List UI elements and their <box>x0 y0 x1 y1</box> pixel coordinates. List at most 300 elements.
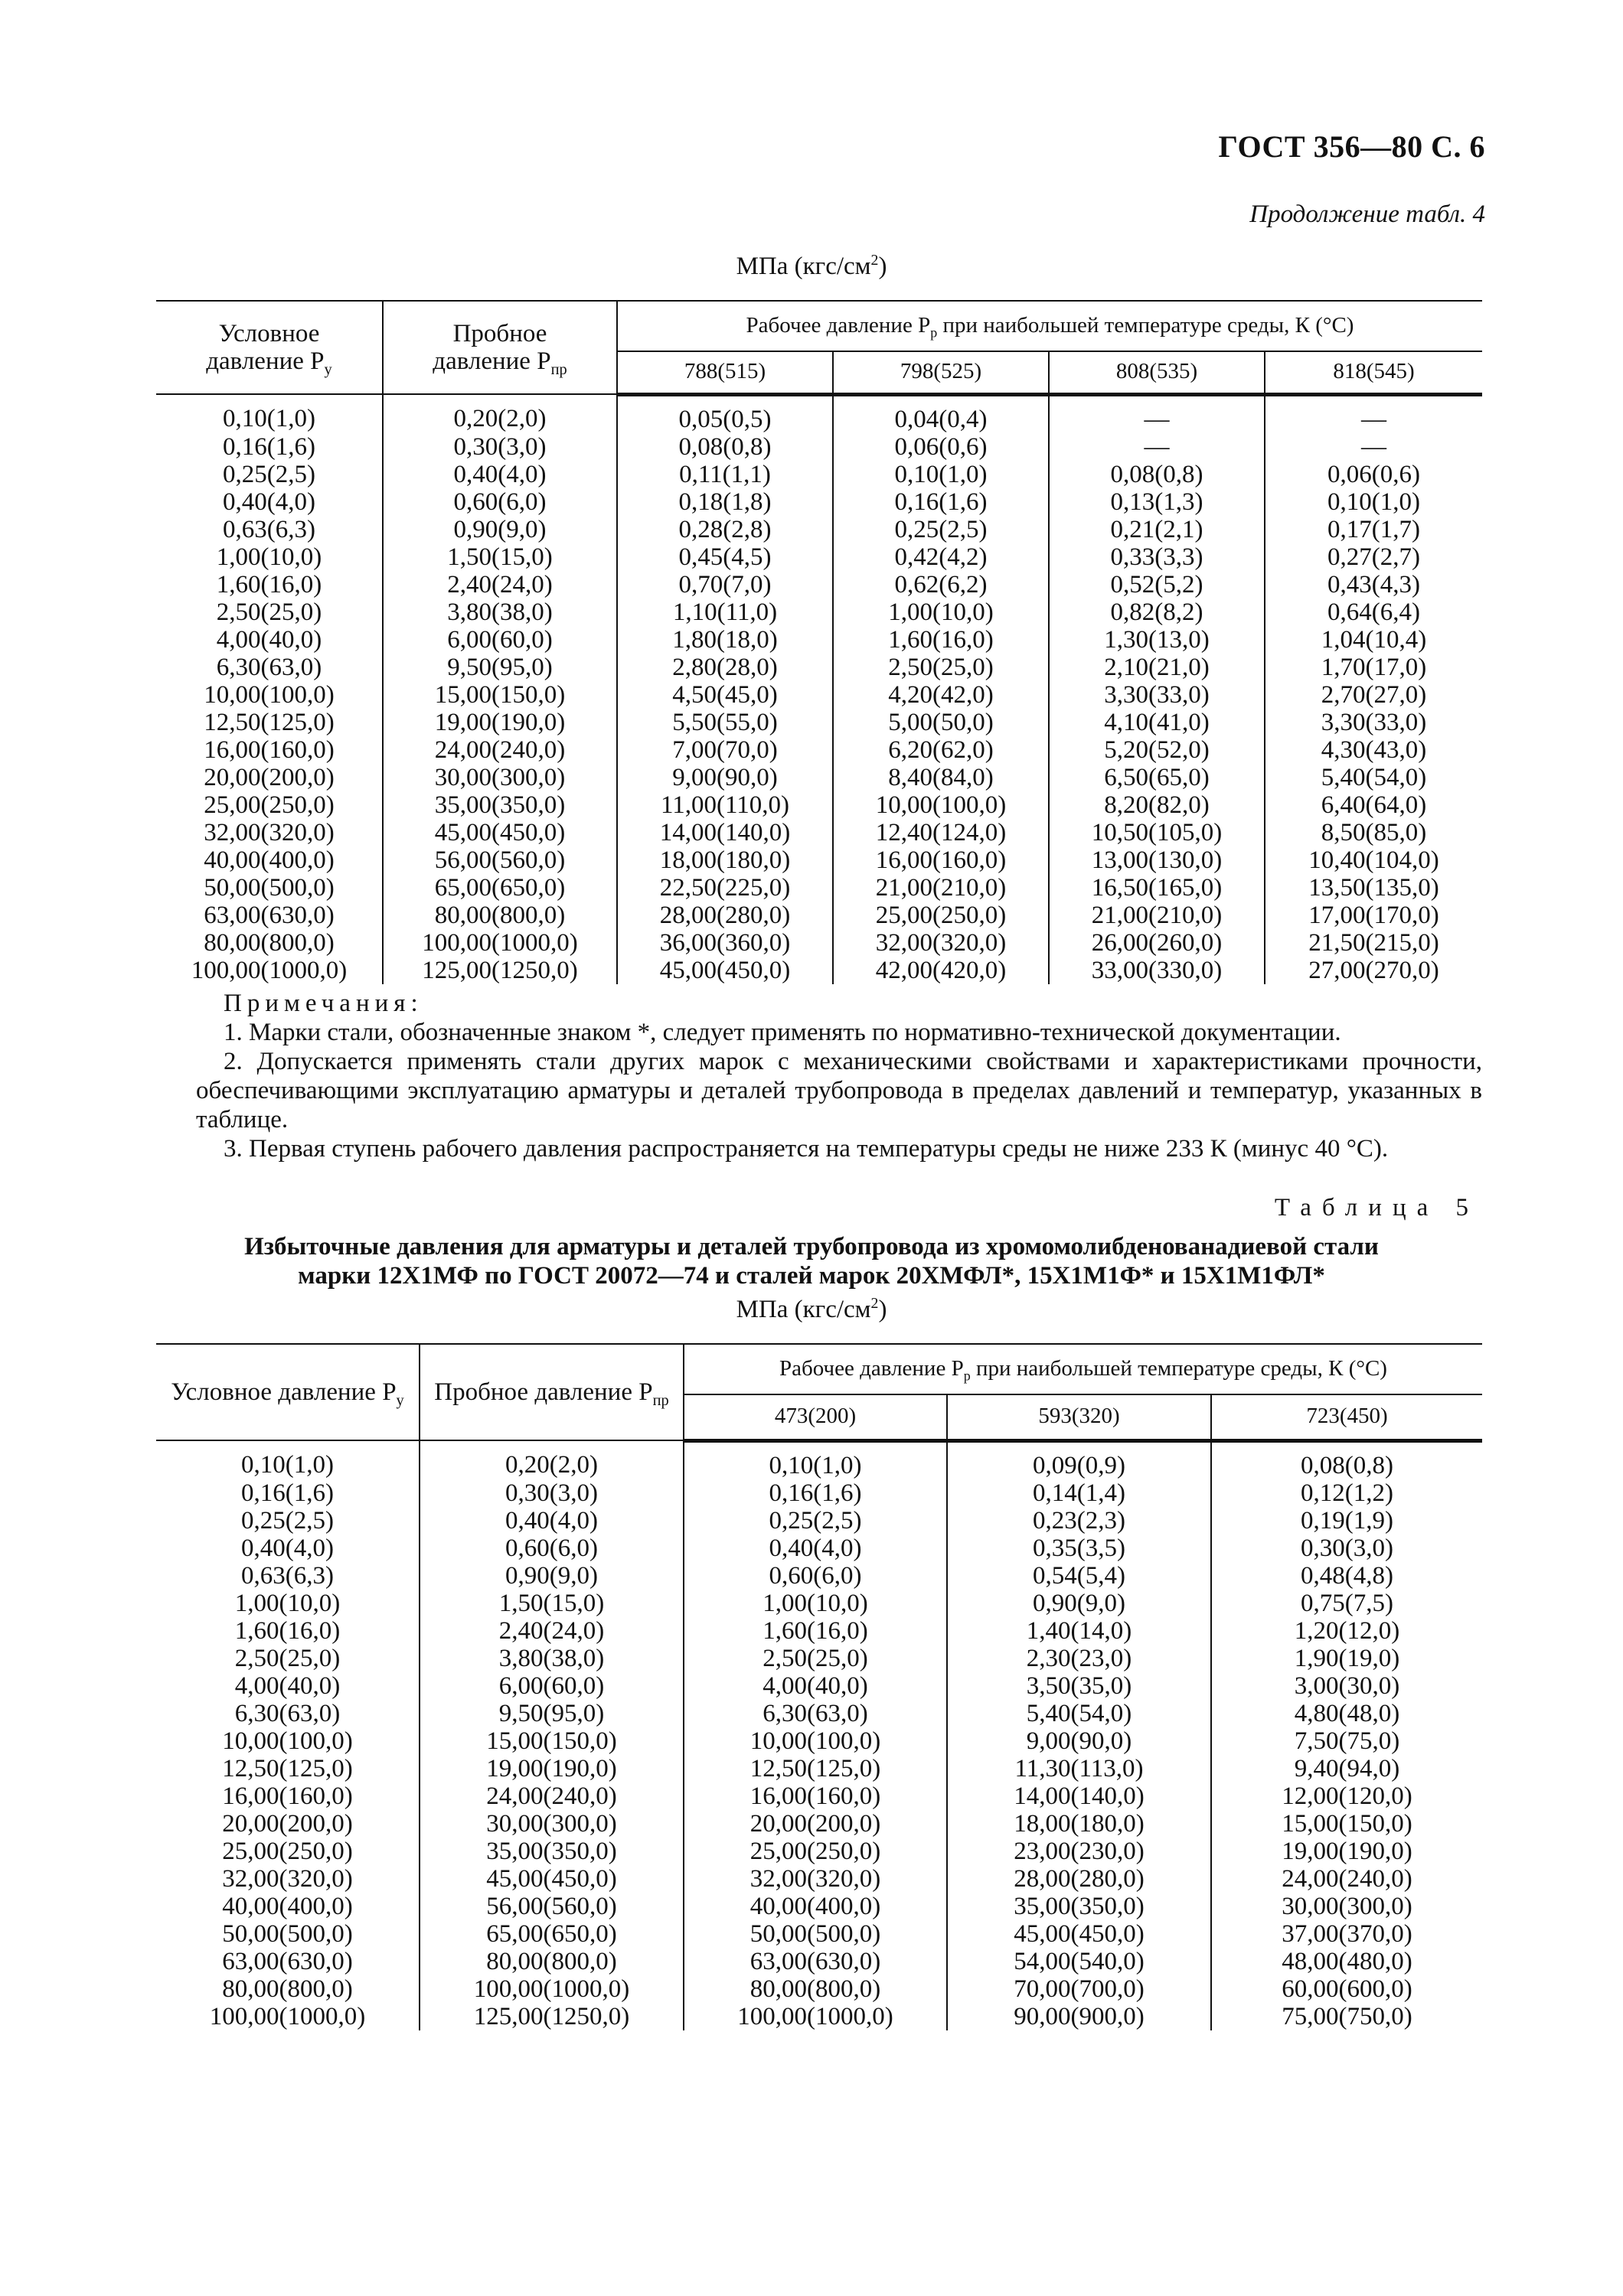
table-cell: 8,40(84,0) <box>833 764 1049 791</box>
table-cell: 0,35(3,5) <box>947 1534 1211 1562</box>
table-cell: 0,10(1,0) <box>833 461 1049 488</box>
table-cell: 1,20(12,0) <box>1211 1617 1482 1645</box>
table-cell: 19,00(190,0) <box>420 1755 684 1782</box>
table-cell: 6,20(62,0) <box>833 736 1049 764</box>
table-cell: 1,60(16,0) <box>234 1616 341 1645</box>
table-cell: 0,19(1,9) <box>1211 1507 1482 1534</box>
table-row <box>156 1440 1482 1479</box>
table-cell: 3,80(38,0) <box>383 598 617 626</box>
table-cell: 12,40(124,0) <box>833 819 1049 846</box>
table-cell: 100,00(1000,0) <box>209 2002 366 2030</box>
table-cell: 2,40(24,0) <box>383 571 617 598</box>
table-cell: 36,00(360,0) <box>617 929 833 957</box>
table-cell: 0,52(5,2) <box>1049 571 1265 598</box>
table-row <box>156 1893 1482 1920</box>
table-row <box>156 681 1482 709</box>
units-text: МПа (кгс/см <box>736 1296 871 1323</box>
table-cell: 3,80(38,0) <box>420 1645 684 1672</box>
table-cell: 4,20(42,0) <box>833 681 1049 709</box>
table-cell: 40,00(400,0) <box>684 1893 947 1920</box>
table-cell: 0,40(4,0) <box>241 1534 334 1562</box>
table-cell: 0,40(4,0) <box>223 488 315 516</box>
table-cell: 2,10(21,0) <box>1049 654 1265 681</box>
table-cell: — <box>1049 394 1265 433</box>
table-row <box>156 598 1482 626</box>
table-cell: 4,50(45,0) <box>617 681 833 709</box>
table-cell: 12,50(125,0) <box>222 1754 353 1782</box>
table-cell: 90,00(900,0) <box>947 2003 1211 2030</box>
table-cell: 0,16(1,6) <box>241 1479 334 1507</box>
table-cell: 10,00(100,0) <box>833 791 1049 819</box>
table-row <box>156 1755 1482 1782</box>
table-cell: 32,00(320,0) <box>204 818 335 846</box>
table-cell: 2,40(24,0) <box>420 1617 684 1645</box>
units-close: ) <box>878 1296 887 1323</box>
table-cell: 11,30(113,0) <box>947 1755 1211 1782</box>
table-row <box>156 1920 1482 1948</box>
table-cell: 18,00(180,0) <box>617 846 833 874</box>
table4-temp-header: 788(515) <box>617 351 833 394</box>
col1-line1: Условное <box>218 319 320 347</box>
notes <box>196 989 1482 1163</box>
table-cell: 27,00(270,0) <box>1265 957 1482 984</box>
table-cell: 6,30(63,0) <box>216 653 322 681</box>
table-row <box>156 929 1482 957</box>
table-cell: 0,43(4,3) <box>1265 571 1482 598</box>
table-cell: 10,00(100,0) <box>684 1727 947 1755</box>
table-cell: 0,18(1,8) <box>617 488 833 516</box>
note-item: 3. Первая ступень рабочего давления распространяется на температуры среды не ниже 233 К (минус 40 °С). <box>224 1135 1389 1163</box>
table-cell: 80,00(800,0) <box>684 1975 947 2003</box>
table-cell: 70,00(700,0) <box>947 1975 1211 2003</box>
table-cell: 24,00(240,0) <box>420 1782 684 1810</box>
table-cell: 0,25(2,5) <box>223 460 315 488</box>
table-cell: 25,00(250,0) <box>222 1837 353 1865</box>
table-cell: 0,62(6,2) <box>833 571 1049 598</box>
table-cell: 4,10(41,0) <box>1049 709 1265 736</box>
table5-units <box>0 1296 1623 1324</box>
table-cell: 1,70(17,0) <box>1265 654 1482 681</box>
units-close: ) <box>878 253 887 280</box>
table-cell: 3,00(30,0) <box>1211 1672 1482 1700</box>
table-cell: 13,00(130,0) <box>1049 846 1265 874</box>
table-row <box>156 1838 1482 1865</box>
table-row <box>156 902 1482 929</box>
table-cell: 0,25(2,5) <box>241 1506 334 1534</box>
table-cell: 1,00(10,0) <box>216 543 322 571</box>
table-cell: 63,00(630,0) <box>204 901 335 929</box>
table-5 <box>156 1343 1482 2030</box>
table5-working-pressure-header: Рабочее давление $P_р$ при наибольшей температуре среды, К (°С) <box>684 1344 1482 1394</box>
table-row <box>156 1534 1482 1562</box>
page-header: ГОСТ 356—80 С. 6 <box>1218 129 1485 164</box>
table-row <box>156 1948 1482 1975</box>
col1-line2: давление $P_у$ <box>206 347 332 379</box>
table-cell: 100,00(1000,0) <box>684 2003 947 2030</box>
table-cell: 65,00(650,0) <box>420 1920 684 1948</box>
table-cell: 2,80(28,0) <box>617 654 833 681</box>
table-cell: 50,00(500,0) <box>204 873 335 902</box>
table-cell: 5,50(55,0) <box>617 709 833 736</box>
table-cell: 19,00(190,0) <box>1211 1838 1482 1865</box>
table-cell: 0,40(4,0) <box>684 1534 947 1562</box>
table-cell: 20,00(200,0) <box>222 1809 353 1838</box>
table-cell: 17,00(170,0) <box>1265 902 1482 929</box>
table-row <box>156 1672 1482 1700</box>
table-cell: 0,28(2,8) <box>617 516 833 543</box>
table-cell: 56,00(560,0) <box>420 1893 684 1920</box>
table-cell: 0,16(1,6) <box>684 1479 947 1507</box>
table-row <box>156 846 1482 874</box>
table-cell: 0,20(2,0) <box>383 394 617 433</box>
table-cell: 56,00(560,0) <box>383 846 617 874</box>
table-row <box>156 1479 1482 1507</box>
table-cell: 6,40(64,0) <box>1265 791 1482 819</box>
table-cell: 2,30(23,0) <box>947 1645 1211 1672</box>
table5-col-test-pressure: Пробное давление $P_{пр}$ <box>420 1344 684 1440</box>
table-cell: 125,00(1250,0) <box>420 2003 684 2030</box>
table-cell: 1,60(16,0) <box>216 570 322 598</box>
table-row <box>156 736 1482 764</box>
table-cell: 19,00(190,0) <box>383 709 617 736</box>
table-cell: 2,70(27,0) <box>1265 681 1482 709</box>
table-row <box>156 1507 1482 1534</box>
table-cell: 33,00(330,0) <box>1049 957 1265 984</box>
table-cell: 1,10(11,0) <box>617 598 833 626</box>
table-cell: 16,00(160,0) <box>222 1782 353 1810</box>
table-cell: 0,23(2,3) <box>947 1507 1211 1534</box>
table-cell: 54,00(540,0) <box>947 1948 1211 1975</box>
table-cell: 0,16(1,6) <box>223 432 315 461</box>
table-cell: 22,50(225,0) <box>617 874 833 902</box>
units-sup: 2 <box>870 1295 879 1313</box>
table-cell: 0,08(0,8) <box>617 433 833 461</box>
table-cell: 45,00(450,0) <box>420 1865 684 1893</box>
table-cell: 0,10(1,0) <box>223 404 315 432</box>
table-cell: 2,50(25,0) <box>234 1644 341 1672</box>
table-cell: 0,12(1,2) <box>1211 1479 1482 1507</box>
table-row <box>156 1562 1482 1590</box>
table-cell: 0,21(2,1) <box>1049 516 1265 543</box>
table-cell: 1,60(16,0) <box>684 1617 947 1645</box>
table4-units <box>0 253 1623 281</box>
table-cell: 0,60(6,0) <box>684 1562 947 1590</box>
table-cell: 11,00(110,0) <box>617 791 833 819</box>
table-cell: 20,00(200,0) <box>684 1810 947 1838</box>
table-cell: 20,00(200,0) <box>204 763 335 791</box>
table-row <box>156 1727 1482 1755</box>
table-cell: 0,82(8,2) <box>1049 598 1265 626</box>
table-cell: 50,00(500,0) <box>222 1919 353 1948</box>
table-row <box>156 874 1482 902</box>
table-row <box>156 819 1482 846</box>
table-cell: 8,20(82,0) <box>1049 791 1265 819</box>
table-cell: 16,50(165,0) <box>1049 874 1265 902</box>
table-cell: 32,00(320,0) <box>684 1865 947 1893</box>
table-cell: 16,00(160,0) <box>833 846 1049 874</box>
table-row <box>156 543 1482 571</box>
table-cell: 40,00(400,0) <box>204 846 335 874</box>
table-cell: 0,54(5,4) <box>947 1562 1211 1590</box>
table-cell: 16,00(160,0) <box>204 735 335 764</box>
table-cell: 2,50(25,0) <box>833 654 1049 681</box>
table-cell: 1,30(13,0) <box>1049 626 1265 654</box>
table-row <box>156 433 1482 461</box>
table-cell: 0,63(6,3) <box>241 1561 334 1590</box>
table-cell: — <box>1265 433 1482 461</box>
table4-temp-header: 808(535) <box>1049 351 1265 394</box>
table-cell: 10,50(105,0) <box>1049 819 1265 846</box>
table-cell: 0,14(1,4) <box>947 1479 1211 1507</box>
note-item: 1. Марки стали, обозначенные знаком *, следует применять по нормативно-технической документации. <box>224 1019 1341 1046</box>
table-cell: 1,90(19,0) <box>1211 1645 1482 1672</box>
table-cell: 12,50(125,0) <box>204 708 335 736</box>
table-cell: 14,00(140,0) <box>617 819 833 846</box>
table-cell: 28,00(280,0) <box>617 902 833 929</box>
table-cell: 14,00(140,0) <box>947 1782 1211 1810</box>
table-cell: 10,40(104,0) <box>1265 846 1482 874</box>
table-cell: 35,00(350,0) <box>947 1893 1211 1920</box>
table5-temp-header: 473(200) <box>684 1394 947 1440</box>
table-row <box>156 1617 1482 1645</box>
units-text: МПа (кгс/см <box>736 253 871 280</box>
table-cell: 0,45(4,5) <box>617 543 833 571</box>
col2-line1: Пробное <box>452 319 547 347</box>
table-cell: 12,00(120,0) <box>1211 1782 1482 1810</box>
table-cell: 3,30(33,0) <box>1265 709 1482 736</box>
table-cell: 63,00(630,0) <box>684 1948 947 1975</box>
table-cell: 37,00(370,0) <box>1211 1920 1482 1948</box>
table-cell: 80,00(800,0) <box>383 902 617 929</box>
table-cell: 1,40(14,0) <box>947 1617 1211 1645</box>
table-cell: 6,00(60,0) <box>383 626 617 654</box>
table-cell: 0,08(0,8) <box>1049 461 1265 488</box>
note-item: 2. Допускается применять стали других марок с механическими свойствами и характеристиками прочности, обеспечивающими эксплуатацию арматуры и деталей трубопровода в пределах давлений и температур, указанных в таблице. <box>196 1048 1482 1133</box>
table-cell: 6,00(60,0) <box>420 1672 684 1700</box>
table-cell: 8,50(85,0) <box>1265 819 1482 846</box>
table-cell: 21,00(210,0) <box>1049 902 1265 929</box>
continuation-label: Продолжение табл. 4 <box>1249 201 1485 228</box>
table-cell: 9,40(94,0) <box>1211 1755 1482 1782</box>
table-cell: 0,11(1,1) <box>617 461 833 488</box>
table-cell: 12,50(125,0) <box>684 1755 947 1782</box>
table-row <box>156 626 1482 654</box>
table-cell: 0,06(0,6) <box>1265 461 1482 488</box>
table-cell: 0,25(2,5) <box>684 1507 947 1534</box>
table-cell: 9,00(90,0) <box>947 1727 1211 1755</box>
table-cell: 10,00(100,0) <box>204 680 335 709</box>
table-row <box>156 1645 1482 1672</box>
table-cell: 100,00(1000,0) <box>191 956 348 984</box>
table-cell: 0,16(1,6) <box>833 488 1049 516</box>
table-cell: 23,00(230,0) <box>947 1838 1211 1865</box>
table-cell: 28,00(280,0) <box>947 1865 1211 1893</box>
table-cell: 24,00(240,0) <box>383 736 617 764</box>
table-cell: 1,00(10,0) <box>684 1590 947 1617</box>
table-cell: 45,00(450,0) <box>617 957 833 984</box>
table-cell: 125,00(1250,0) <box>383 957 617 984</box>
table-cell: 0,04(0,4) <box>833 394 1049 433</box>
table-cell: 35,00(350,0) <box>420 1838 684 1865</box>
table-row <box>156 1865 1482 1893</box>
table-row <box>156 516 1482 543</box>
table-cell: 30,00(300,0) <box>383 764 617 791</box>
table-cell: 30,00(300,0) <box>420 1810 684 1838</box>
table-4 <box>156 300 1482 984</box>
table-cell: 1,50(15,0) <box>383 543 617 571</box>
table-cell: 0,13(1,3) <box>1049 488 1265 516</box>
table-cell: 15,00(150,0) <box>420 1727 684 1755</box>
table5-temp-header: 723(450) <box>1211 1394 1482 1440</box>
table-row <box>156 764 1482 791</box>
table4-col-nominal-pressure <box>156 301 383 394</box>
table-cell: 0,60(6,0) <box>420 1534 684 1562</box>
table-cell: 16,00(160,0) <box>684 1782 947 1810</box>
table-cell: 15,00(150,0) <box>383 681 617 709</box>
table-cell: 63,00(630,0) <box>222 1947 353 1975</box>
table-row <box>156 1700 1482 1727</box>
table-cell: 0,40(4,0) <box>420 1507 684 1534</box>
table5-col-nominal-pressure: Условное давление $P_у$ <box>156 1344 420 1440</box>
table-cell: 15,00(150,0) <box>1211 1810 1482 1838</box>
table-cell: 80,00(800,0) <box>420 1948 684 1975</box>
table5-temp-header: 593(320) <box>947 1394 1211 1440</box>
table-cell: 6,30(63,0) <box>234 1699 341 1727</box>
table4-temp-header: 818(545) <box>1265 351 1482 394</box>
table-cell: 10,00(100,0) <box>222 1727 353 1755</box>
table-cell: 13,50(135,0) <box>1265 874 1482 902</box>
table-cell: 100,00(1000,0) <box>383 929 617 957</box>
table-cell: 0,25(2,5) <box>833 516 1049 543</box>
table-row <box>156 1975 1482 2003</box>
table-cell: 3,30(33,0) <box>1049 681 1265 709</box>
table-row <box>156 957 1482 984</box>
col2-line2: давление $P_{пр}$ <box>433 347 567 379</box>
table-cell: 0,30(3,0) <box>1211 1534 1482 1562</box>
notes-title: Примечания: <box>224 990 423 1017</box>
table-cell: 21,00(210,0) <box>833 874 1049 902</box>
table-cell: 0,06(0,6) <box>833 433 1049 461</box>
table-cell: 0,75(7,5) <box>1211 1590 1482 1617</box>
table-cell: 9,50(95,0) <box>383 654 617 681</box>
table-cell: 0,90(9,0) <box>947 1590 1211 1617</box>
table-row <box>156 791 1482 819</box>
table-cell: 0,05(0,5) <box>617 394 833 433</box>
table-row <box>156 1810 1482 1838</box>
table-cell: 0,60(6,0) <box>383 488 617 516</box>
table-cell: 5,40(54,0) <box>947 1700 1211 1727</box>
table-cell: 5,40(54,0) <box>1265 764 1482 791</box>
table-cell: 32,00(320,0) <box>222 1864 353 1893</box>
table-cell: 0,90(9,0) <box>383 516 617 543</box>
table-cell: 0,42(4,2) <box>833 543 1049 571</box>
table-cell: 4,00(40,0) <box>216 625 322 654</box>
table-cell: 65,00(650,0) <box>383 874 617 902</box>
table-cell: 21,50(215,0) <box>1265 929 1482 957</box>
table-cell: 0,10(1,0) <box>684 1440 947 1479</box>
table-cell: 7,00(70,0) <box>617 736 833 764</box>
table-cell: 60,00(600,0) <box>1211 1975 1482 2003</box>
table-cell: 26,00(260,0) <box>1049 929 1265 957</box>
table-cell: 6,50(65,0) <box>1049 764 1265 791</box>
table-cell: 4,80(48,0) <box>1211 1700 1482 1727</box>
table-row <box>156 654 1482 681</box>
table-cell: 0,17(1,7) <box>1265 516 1482 543</box>
table-row <box>156 394 1482 433</box>
table-cell: 32,00(320,0) <box>833 929 1049 957</box>
table-cell: 80,00(800,0) <box>222 1975 353 2003</box>
table-cell: 75,00(750,0) <box>1211 2003 1482 2030</box>
table-cell: 4,30(43,0) <box>1265 736 1482 764</box>
table-cell: — <box>1265 394 1482 433</box>
table-cell: 0,33(3,3) <box>1049 543 1265 571</box>
table-cell: 40,00(400,0) <box>222 1892 353 1920</box>
table-row <box>156 1590 1482 1617</box>
table-cell: 1,80(18,0) <box>617 626 833 654</box>
table-cell: 9,50(95,0) <box>420 1700 684 1727</box>
table-cell: 0,20(2,0) <box>420 1440 684 1479</box>
table-cell: 45,00(450,0) <box>383 819 617 846</box>
table-cell: 0,10(1,0) <box>241 1450 334 1479</box>
table-cell: 9,00(90,0) <box>617 764 833 791</box>
table-cell: 24,00(240,0) <box>1211 1865 1482 1893</box>
table5-body <box>156 1440 1482 2030</box>
table-row <box>156 571 1482 598</box>
table-cell: 7,50(75,0) <box>1211 1727 1482 1755</box>
table-cell: 1,04(10,4) <box>1265 626 1482 654</box>
table-cell: 0,09(0,9) <box>947 1440 1211 1479</box>
table-cell: 0,48(4,8) <box>1211 1562 1482 1590</box>
table-cell: 1,00(10,0) <box>833 598 1049 626</box>
table-row <box>156 461 1482 488</box>
table-cell: 0,08(0,8) <box>1211 1440 1482 1479</box>
table5-caption-line1: Избыточные давления для арматуры и деталей трубопровода из хромомолибденованадиевой стали <box>244 1233 1379 1261</box>
table-cell: 5,20(52,0) <box>1049 736 1265 764</box>
table-cell: 42,00(420,0) <box>833 957 1049 984</box>
table-cell: 35,00(350,0) <box>383 791 617 819</box>
table-row <box>156 709 1482 736</box>
table-row <box>156 1782 1482 1810</box>
table-cell: 0,70(7,0) <box>617 571 833 598</box>
table4-col-test-pressure <box>383 301 617 394</box>
table4-temp-header: 798(525) <box>833 351 1049 394</box>
table-cell: 2,50(25,0) <box>684 1645 947 1672</box>
table-cell: 0,30(3,0) <box>420 1479 684 1507</box>
table-row <box>156 2003 1482 2030</box>
table-cell: 2,50(25,0) <box>216 598 322 626</box>
table-cell: 0,40(4,0) <box>383 461 617 488</box>
table-cell: 1,60(16,0) <box>833 626 1049 654</box>
table-cell: 0,64(6,4) <box>1265 598 1482 626</box>
table-cell: 0,27(2,7) <box>1265 543 1482 571</box>
table-row <box>156 488 1482 516</box>
table-cell: 4,00(40,0) <box>684 1672 947 1700</box>
table-cell: — <box>1049 433 1265 461</box>
table-cell: 6,30(63,0) <box>684 1700 947 1727</box>
table-cell: 18,00(180,0) <box>947 1810 1211 1838</box>
table-cell: 0,30(3,0) <box>383 433 617 461</box>
table-cell: 25,00(250,0) <box>833 902 1049 929</box>
table-cell: 1,00(10,0) <box>234 1589 341 1617</box>
table-cell: 0,90(9,0) <box>420 1562 684 1590</box>
table-cell: 100,00(1000,0) <box>420 1975 684 2003</box>
table-cell: 4,00(40,0) <box>234 1671 341 1700</box>
table-cell: 48,00(480,0) <box>1211 1948 1482 1975</box>
table-cell: 3,50(35,0) <box>947 1672 1211 1700</box>
table-cell: 5,00(50,0) <box>833 709 1049 736</box>
table5-label: Таблица 5 <box>1274 1194 1479 1221</box>
table-cell: 25,00(250,0) <box>204 791 335 819</box>
